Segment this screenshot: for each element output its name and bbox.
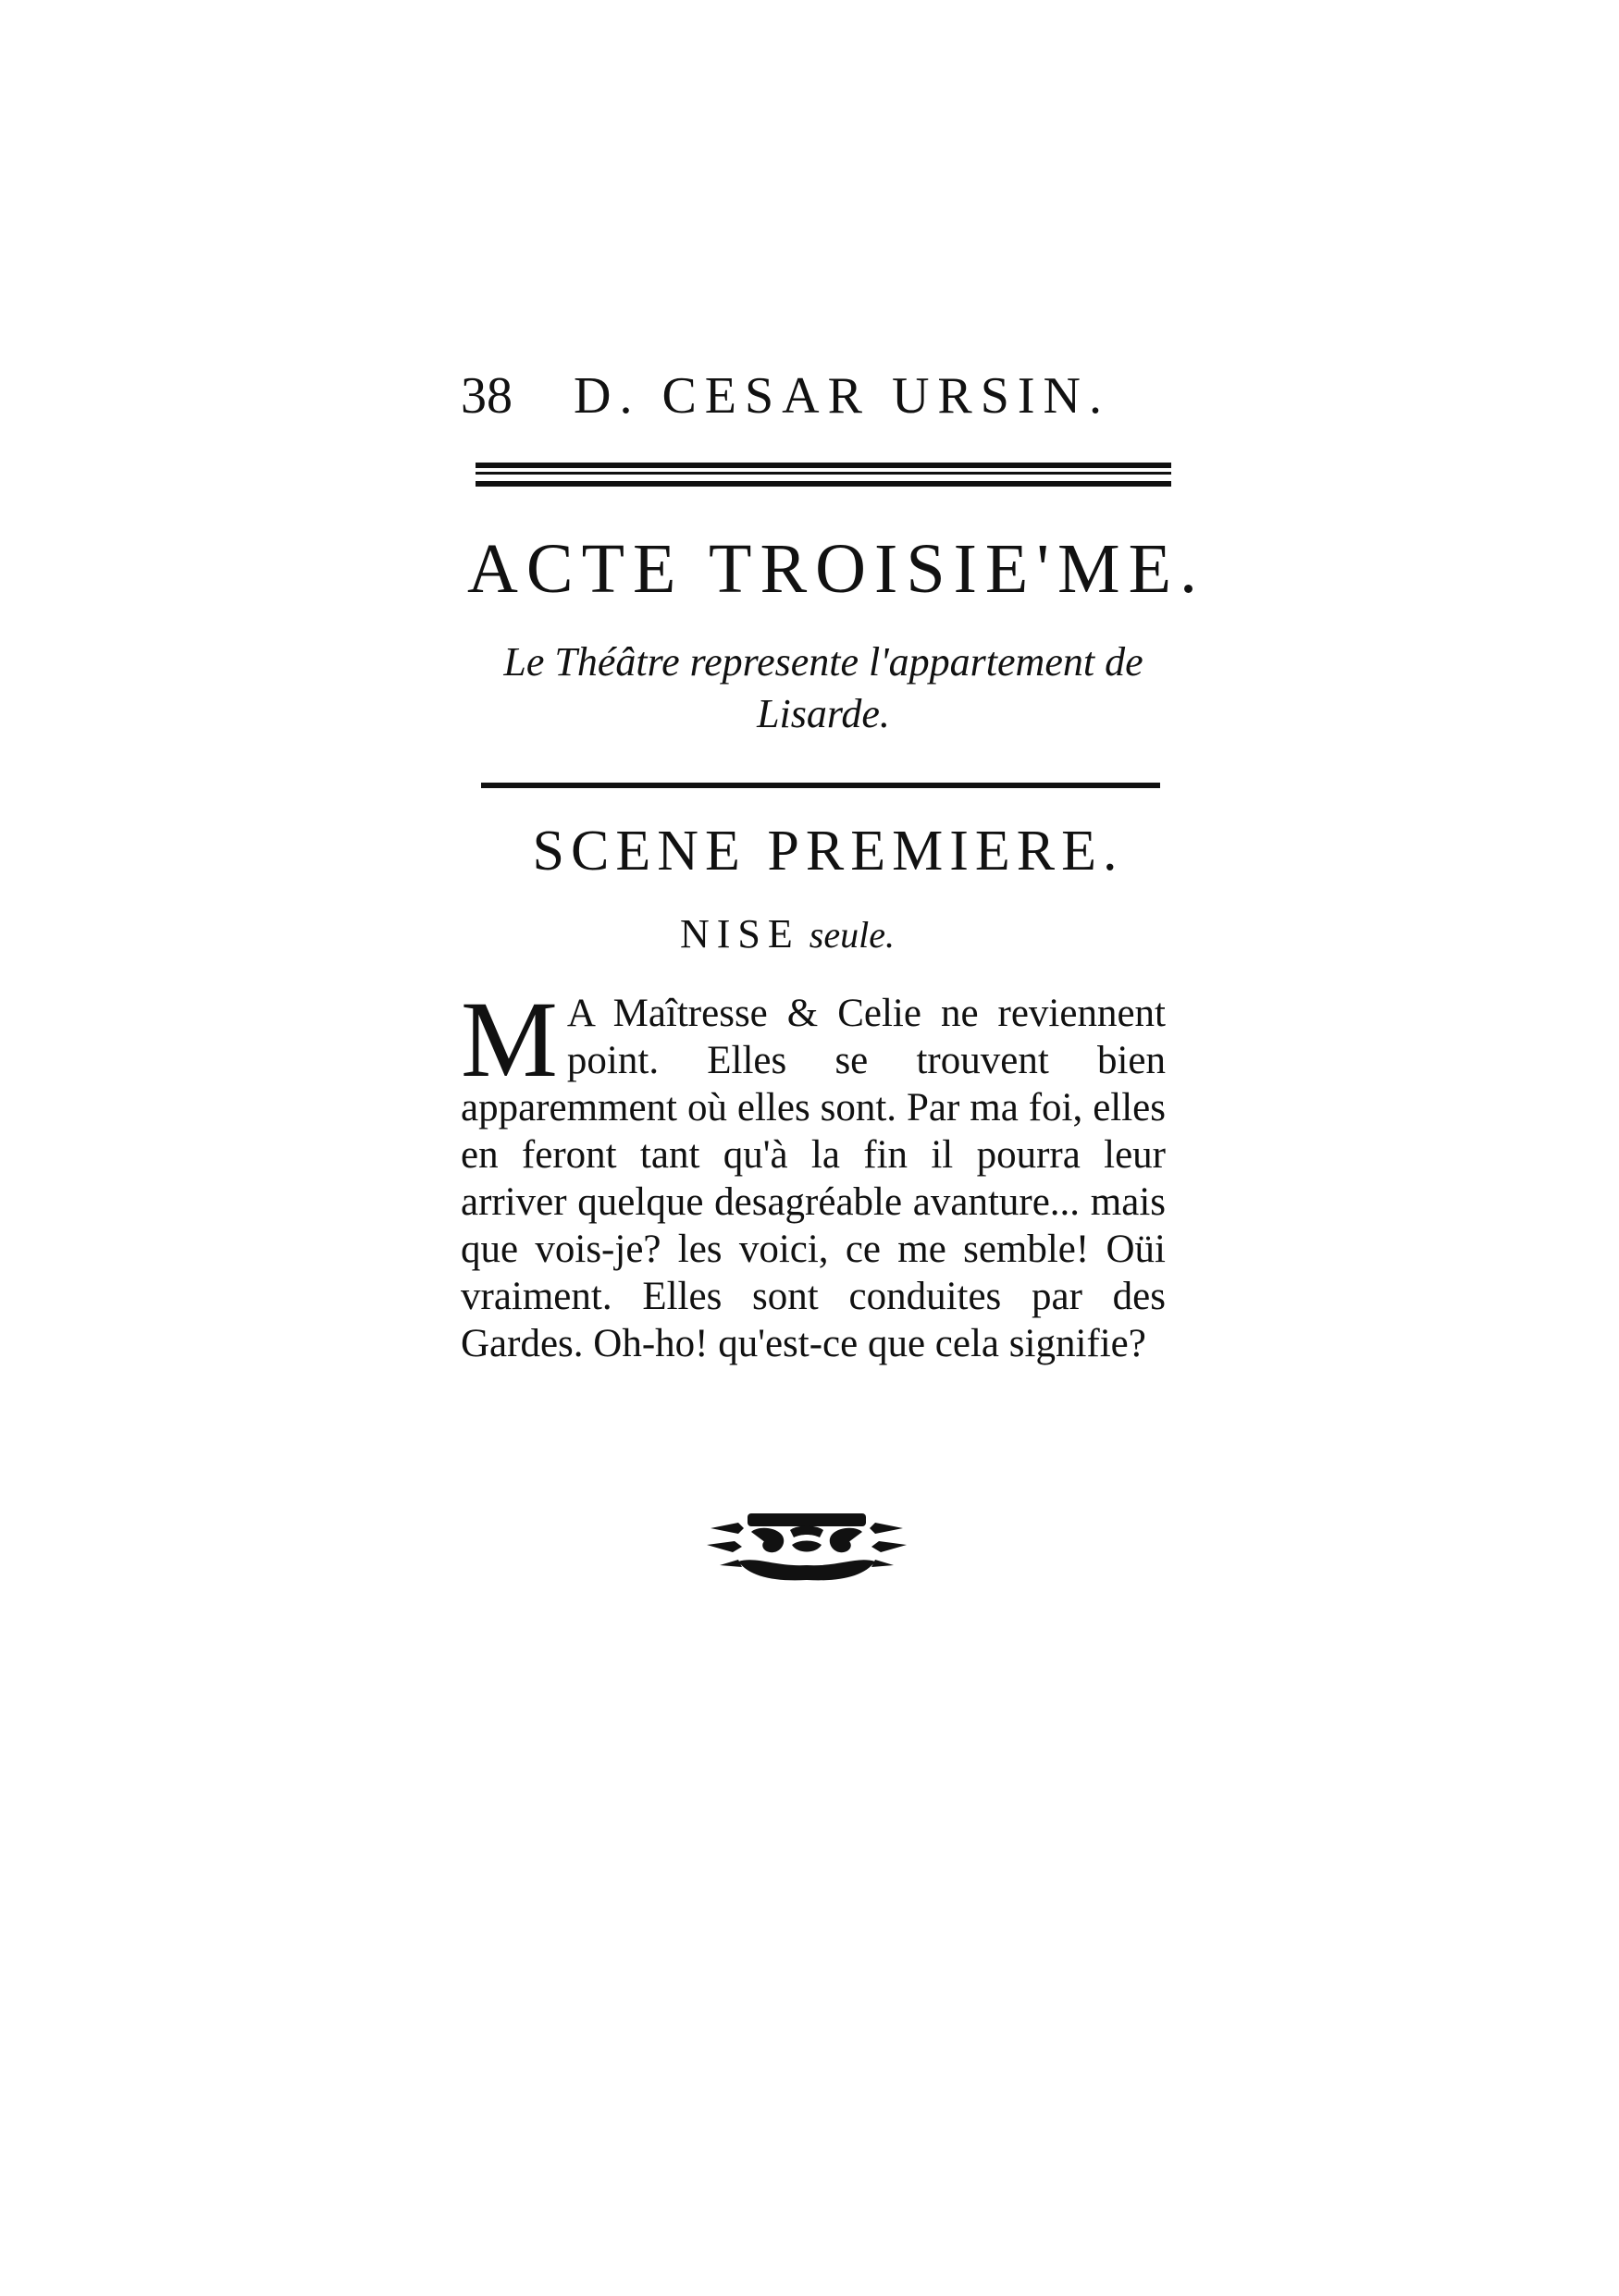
scene-title: SCENE PREMIERE. bbox=[532, 820, 1124, 883]
page-number: 38 bbox=[461, 367, 513, 425]
speaker-direction: seule. bbox=[809, 914, 895, 956]
running-head bbox=[461, 359, 1173, 433]
speech-text: A Maîtresse & Celie ne reviennent point. Elles se trouvent bien apparemment où elles sont. Par ma foi, elles en feront tant qu'à la fin il pourra leur arriver quelque desagréable avanture... mais que vois-je? les voici, ce me semble! Oüi vraiment. Elles sont conduites par des Gardes. Oh-ho! qu'est-ce que cela signifie? bbox=[461, 992, 1166, 1365]
speech-paragraph bbox=[461, 979, 1166, 1367]
header-double-rule bbox=[476, 463, 1171, 487]
section-rule bbox=[481, 783, 1160, 788]
speaker-name: NISE bbox=[680, 911, 800, 957]
drop-cap: M bbox=[461, 979, 558, 1100]
speaker-line bbox=[680, 907, 895, 962]
act-title: ACTE TROISIE'ME. bbox=[467, 530, 1206, 608]
running-title: D. CESAR URSIN. bbox=[574, 367, 1110, 425]
stage-direction: Le Théâtre represente l'appartement de Lisarde. bbox=[503, 639, 1143, 736]
fleuron-ornament-icon bbox=[701, 1500, 912, 1589]
